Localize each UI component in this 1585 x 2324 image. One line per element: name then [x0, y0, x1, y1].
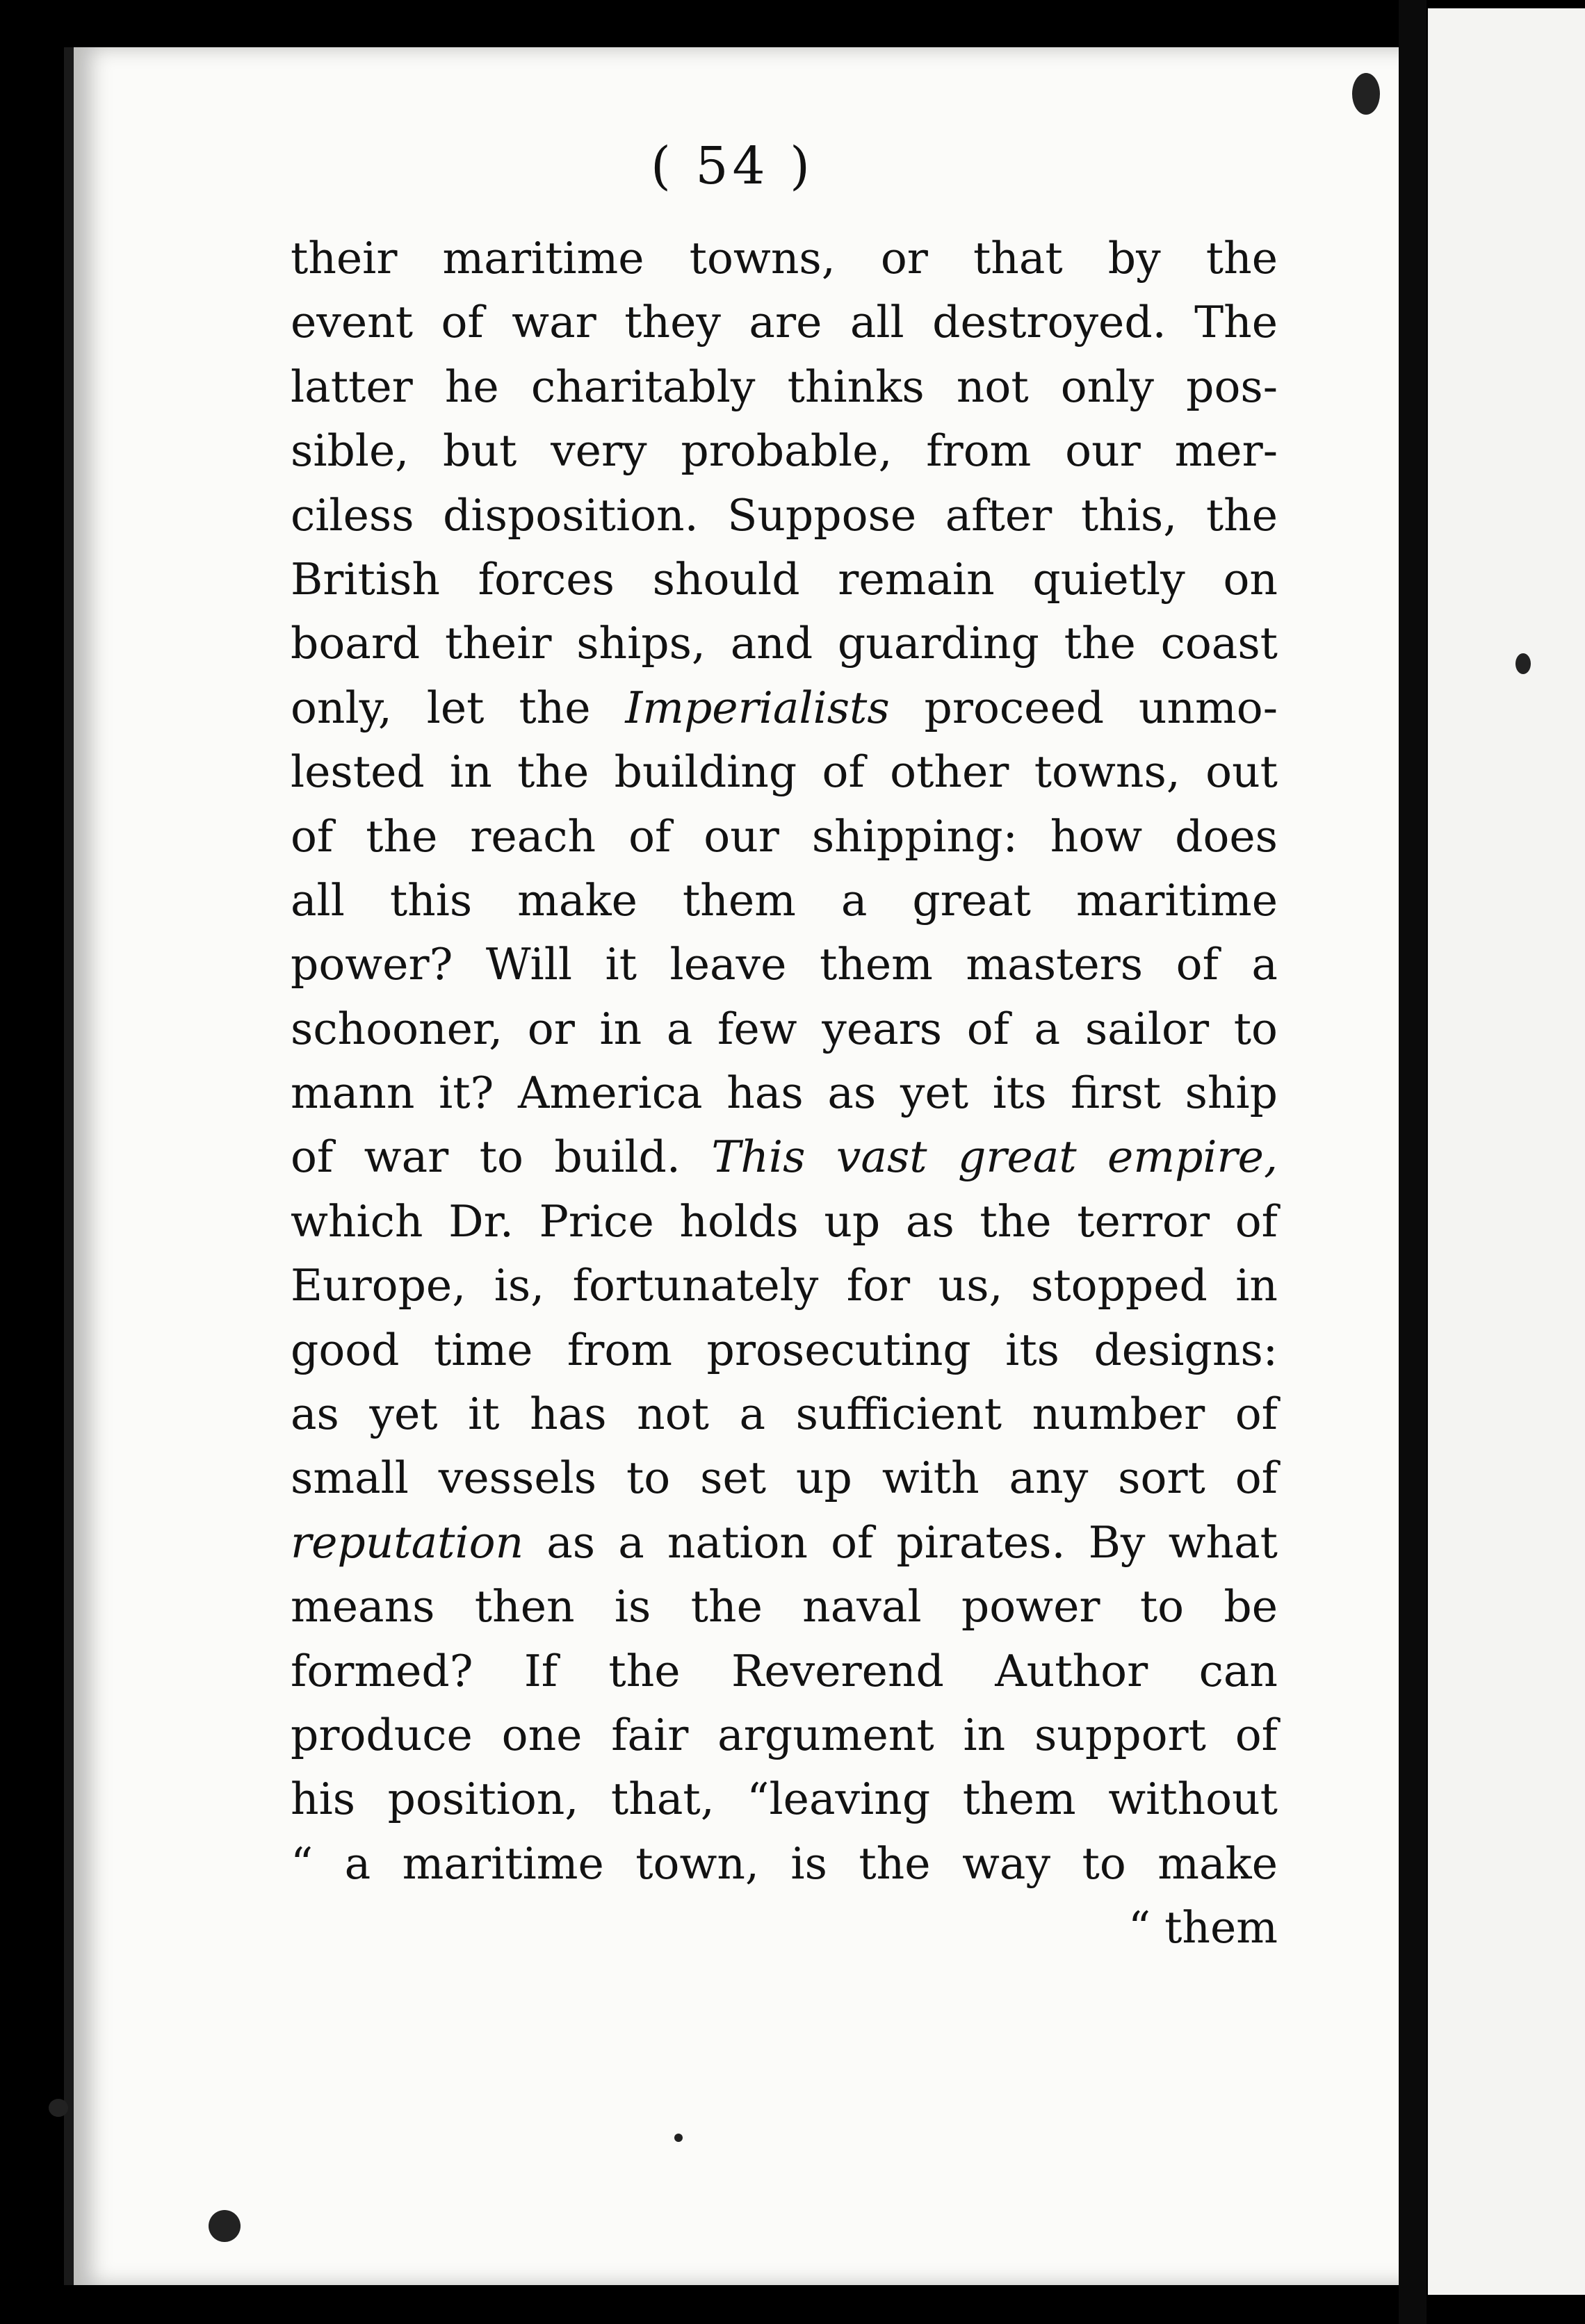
text-run: power? Will it leave them masters of a — [291, 939, 1278, 990]
text-line — [291, 290, 1278, 354]
text-line — [291, 1382, 1278, 1446]
book-gutter — [1399, 0, 1426, 2324]
text-run: latter he charitably thinks not only pos- — [291, 361, 1278, 412]
text-line — [291, 548, 1278, 612]
text-line — [291, 227, 1278, 290]
text-run: their maritime towns, or that by the — [291, 233, 1278, 284]
text-run: good time from prosecuting its designs: — [291, 1324, 1278, 1375]
text-run: event of war they are all destroyed. The — [291, 297, 1278, 348]
italic-text: This vast great empire, — [711, 1131, 1278, 1183]
text-line — [291, 1767, 1278, 1831]
text-run: British forces should remain quietly on — [291, 553, 1278, 605]
text-line — [291, 612, 1278, 676]
text-run: “ a maritime town, is the way to make — [291, 1838, 1278, 1889]
italic-text: Imperialists — [625, 682, 890, 733]
text-run: only, let the — [291, 682, 626, 733]
ink-speck — [1515, 653, 1531, 674]
text-run: of the reach of our shipping: how does — [291, 810, 1278, 862]
ink-speck — [674, 2134, 683, 2142]
body-text — [291, 227, 1278, 1961]
left-page — [64, 47, 1405, 2285]
text-line — [291, 1639, 1278, 1703]
text-run: which Dr. Price holds up as the terror of — [291, 1195, 1278, 1247]
ink-speck — [209, 2210, 241, 2242]
ink-speck — [1352, 73, 1380, 115]
text-run: schooner, or in a few years of a sailor to — [291, 1003, 1278, 1054]
text-line — [291, 740, 1278, 804]
text-line — [291, 1703, 1278, 1767]
text-run: as yet it has not a sufficient number of — [291, 1389, 1278, 1440]
text-line — [291, 1446, 1278, 1510]
text-run: means then is the naval power to be — [291, 1581, 1278, 1632]
text-run: proceed unmo- — [889, 682, 1278, 733]
text-line — [291, 1190, 1278, 1254]
right-page-edge — [1428, 8, 1585, 2295]
text-run: sible, but very probable, from our mer- — [291, 425, 1278, 477]
italic-text: reputation — [291, 1516, 524, 1568]
text-run: of war to build. — [291, 1131, 712, 1183]
text-line — [291, 484, 1278, 548]
text-run: Europe, is, fortunately for us, stopped in — [291, 1260, 1278, 1311]
text-run: his position, that, “leaving them without — [291, 1774, 1278, 1825]
text-run: board their ships, and guarding the coast — [291, 618, 1278, 669]
text-line — [291, 1832, 1278, 1896]
text-run: lested in the building of other towns, out — [291, 746, 1278, 798]
text-line — [291, 1254, 1278, 1318]
text-run: small vessels to set up with any sort of — [291, 1452, 1278, 1504]
text-line — [291, 1511, 1278, 1575]
text-line — [291, 997, 1278, 1061]
text-run: “ them — [1128, 1902, 1278, 1954]
text-line — [291, 805, 1278, 869]
text-line — [291, 1896, 1278, 1960]
text-run: mann it? America has as yet its first ship — [291, 1067, 1278, 1119]
ink-speck — [49, 2099, 68, 2117]
text-run: as a nation of pirates. By what — [523, 1516, 1278, 1568]
text-line — [291, 869, 1278, 933]
page-number: ( 54 ) — [651, 136, 814, 196]
text-line — [291, 1125, 1278, 1189]
text-line — [291, 676, 1278, 740]
text-line — [291, 1318, 1278, 1382]
text-run: ciless disposition. Suppose after this, the — [291, 489, 1278, 541]
text-line — [291, 1575, 1278, 1639]
text-run: formed? If the Reverend Author can — [291, 1645, 1278, 1696]
text-line — [291, 355, 1278, 419]
text-line — [291, 1061, 1278, 1125]
text-line — [291, 419, 1278, 483]
text-line — [291, 933, 1278, 997]
text-run: produce one fair argument in support of — [291, 1709, 1278, 1760]
text-run: all this make them a great maritime — [291, 874, 1278, 926]
